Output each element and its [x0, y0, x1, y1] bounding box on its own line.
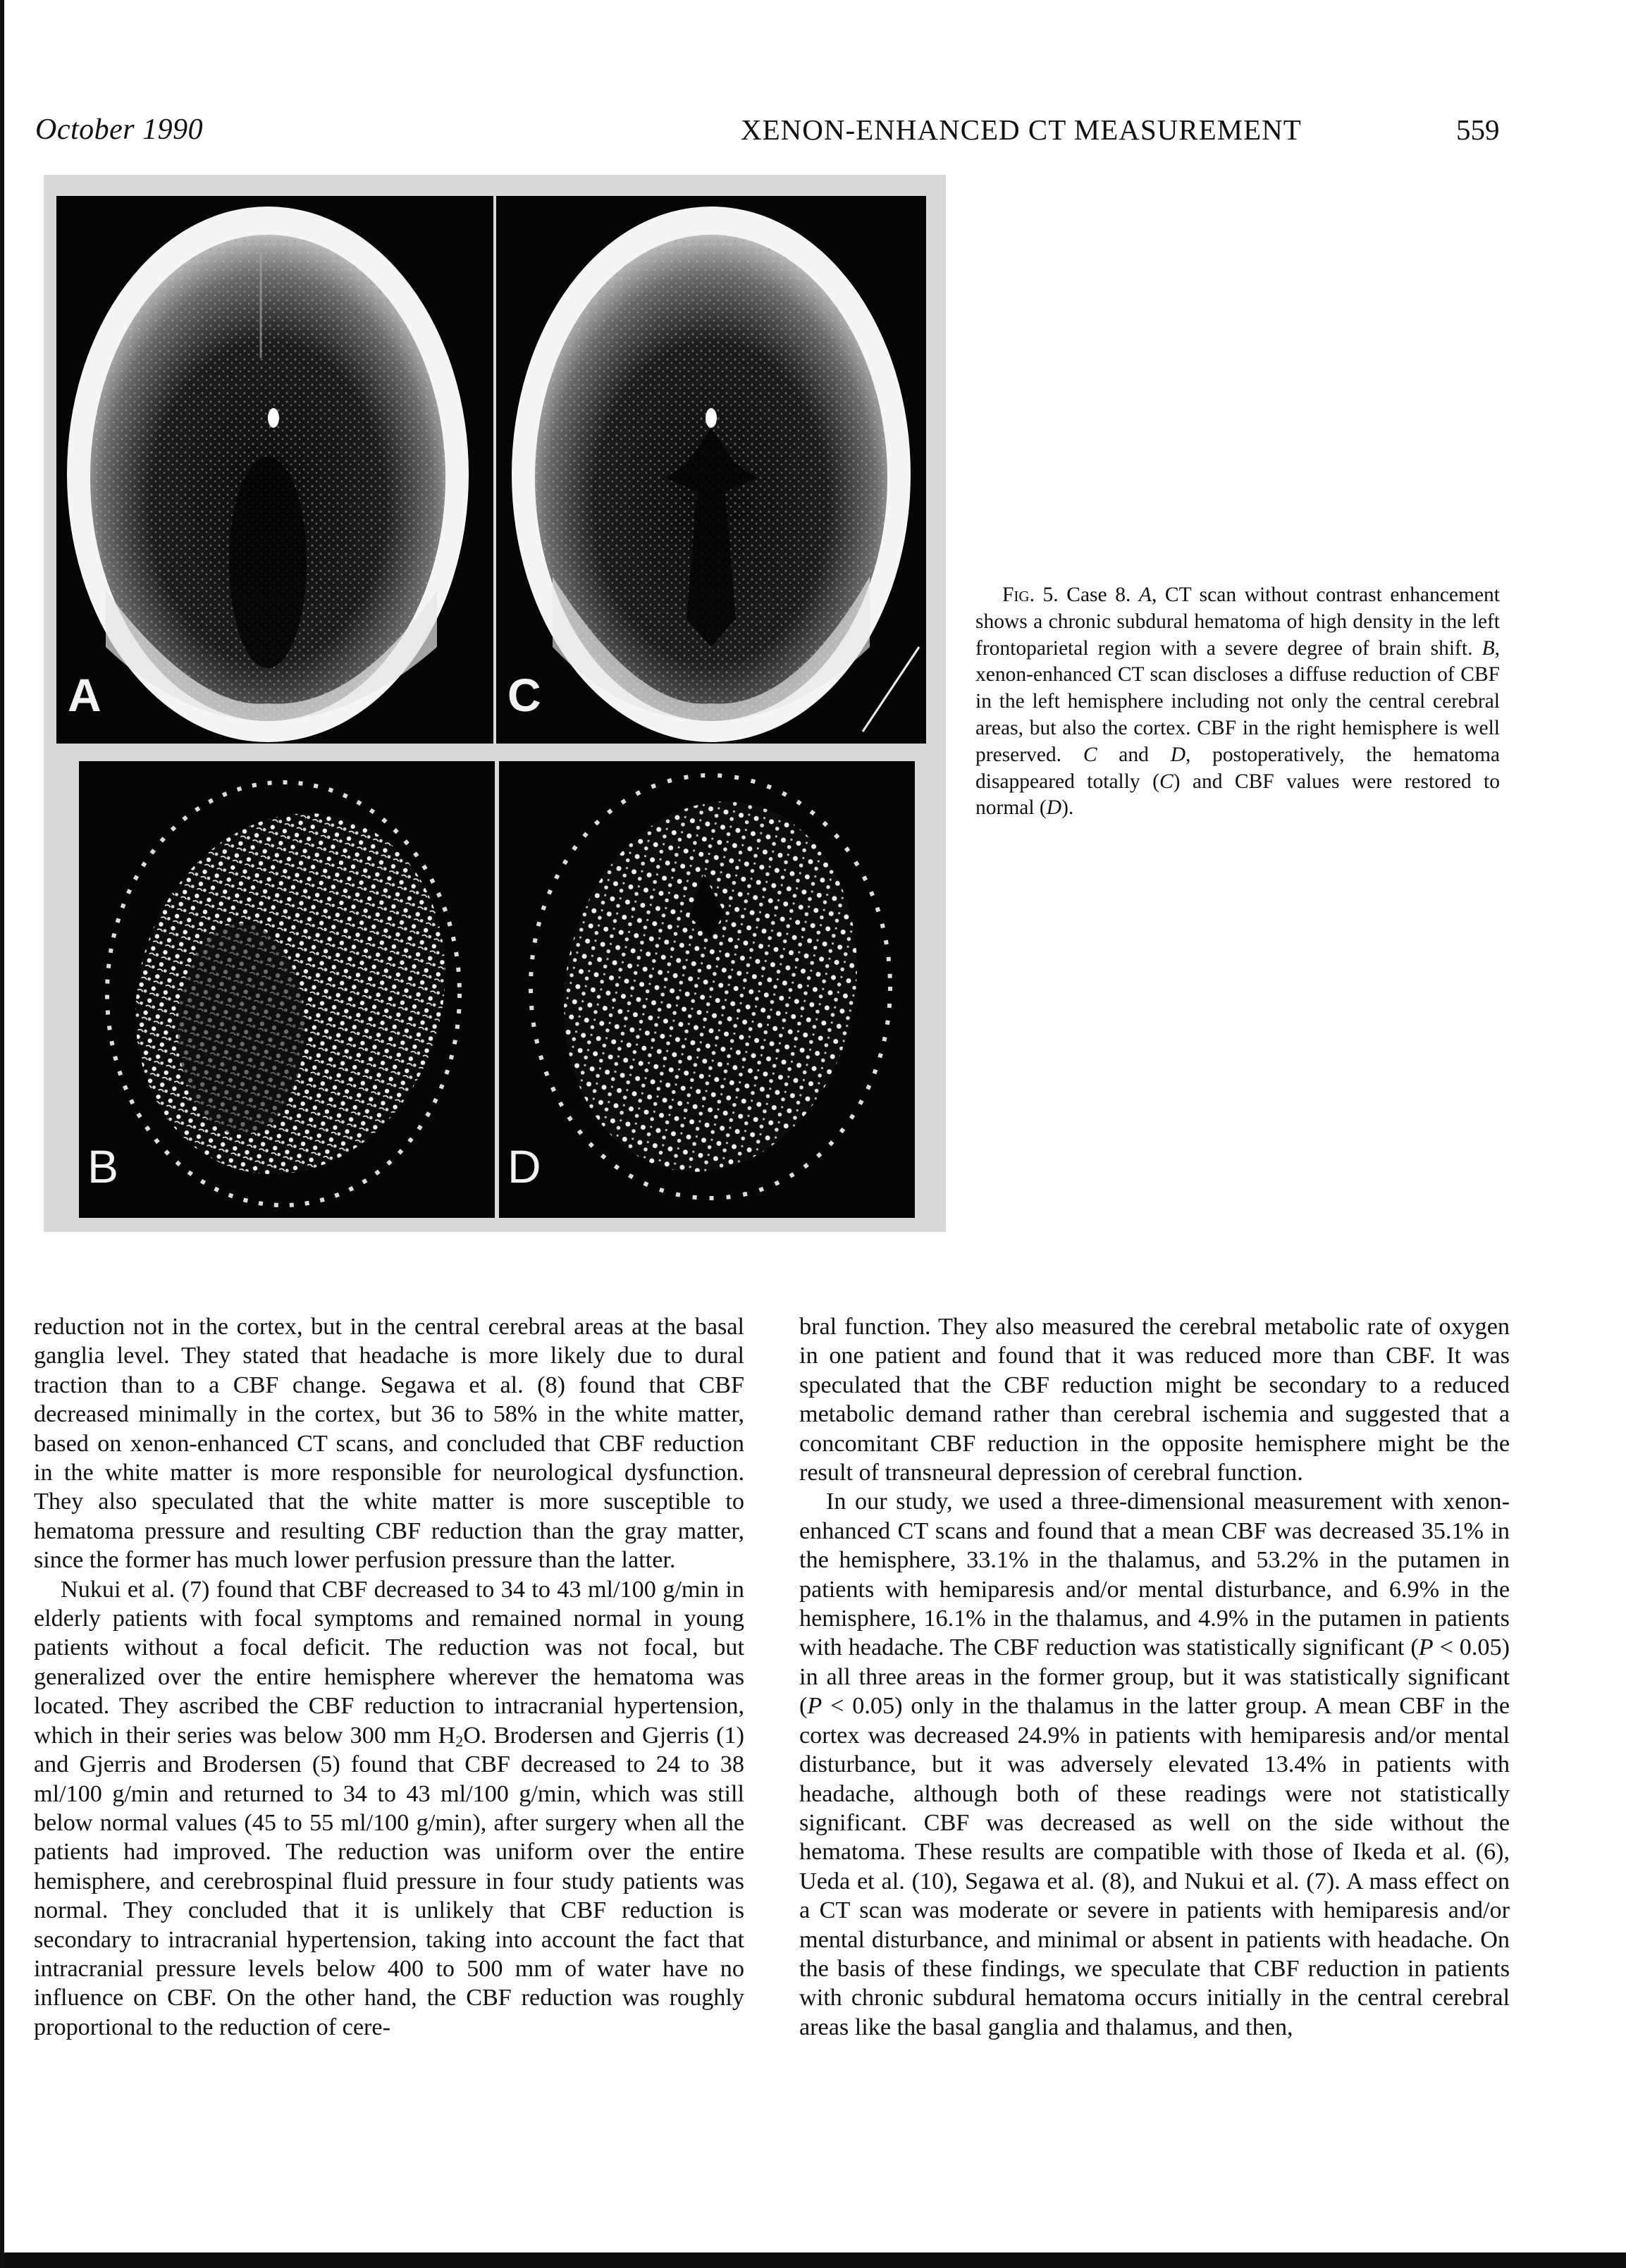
- caption-text: ).: [1061, 796, 1074, 820]
- body-column-right: [799, 1312, 1510, 2042]
- p-value-symbol: P: [1418, 1634, 1434, 1661]
- figure-panel-a: [56, 196, 493, 744]
- issue-date: October 1990: [35, 113, 204, 146]
- page-number: 559: [1456, 113, 1500, 146]
- paragraph: [799, 1487, 1510, 2042]
- subscript: 2: [455, 1732, 464, 1750]
- caption-ref-b: B: [1482, 636, 1495, 660]
- caption-ref-c: C: [1083, 743, 1097, 766]
- paragraph: reduction not in the cortex, but in the central cerebral areas at the basal ganglia level. They stated that headache is more likely due to dural traction than to a CBF change. Segawa et al. (8) found that CBF decreased minimally in the cortex, but 36 to 58% in the white matter, based on xenon-enhanced CT scans, and concluded that CBF reduction in the white matter is more responsible for neurological dysfunction. They also speculated that the white matter is more susceptible to hematoma pressure and resulting CBF reduction than the gray matter, since the former has much lower perfusion pressure than the latter.: [34, 1314, 744, 1574]
- calcification: [706, 408, 717, 428]
- caption-text: Case 8.: [1058, 584, 1139, 606]
- calcification: [268, 408, 279, 428]
- paragraph: [34, 1575, 744, 2042]
- paragraph-text: < 0.05) in all three areas in the former group, but it was statistically significant (: [799, 1634, 1510, 1720]
- paragraph: bral function. They also measured the cerebral metabolic rate of oxygen in one patient and found that it was reduced more than CBF. It was speculated that the CBF reduction might be secondary to a reduced metabolic demand rather than cerebral ischemia and suggested that a concomitant CBF reduction in the opposite hemisphere might be the result of transneural depression of cerebral function.: [799, 1314, 1510, 1486]
- cbf-map-image-d: [499, 761, 915, 1218]
- caption-text: and: [1097, 743, 1171, 766]
- caption-text: , postoperatively, the hematoma disappeared totally (: [975, 743, 1500, 793]
- figure-caption: [975, 582, 1500, 822]
- figure-number: Fig. 5.: [1002, 584, 1059, 606]
- caption-text: ) and CBF values were restored to normal (: [975, 770, 1501, 820]
- paragraph-text: < 0.05) only in the thalamus in the latter group. A mean CBF in the cortex was decreased 24.9% in patients with hemiparesis and/or mental disturbance, but it was adversely elevated 13.4% in patients with headache, although both of these readings were not statistically significant. CBF was decreased as well on the side without the hematoma. These results are compatible with those of Ikeda et al. (6), Ueda et al. (10), Segawa et al. (8), and Nukui et al. (7). A mass effect on a CT scan was moderate or severe in patients with hemiparesis and/or mental disturbance, and minimal or absent in patients with headache. On the basis of these findings, we speculate that CBF reduction in patients with chronic subdural hematoma occurs initially in the central cerebral areas like the basal ganglia and thalamus, and then,: [799, 1693, 1510, 2040]
- panel-label-d: D: [507, 1140, 541, 1192]
- paragraph-text: Nukui et al. (7) found that CBF decreased to 34 to 43 ml/100 g/min in elderly patients with focal symptoms and remained normal in young patients without a focal deficit. The reduction was not focal, but generalized over the entire hemisphere wherever the hematoma was located. They ascribed the CBF reduction to intracranial hypertension, which in their series was below 300 mm H: [34, 1576, 744, 1749]
- figure-panel-c: [496, 196, 926, 744]
- body-column-left: [34, 1312, 744, 2042]
- paragraph-text: In our study, we used a three-dimensional measurement with xenon-enhanced CT scans and found that a mean CBF was decreased 35.1% in the hemisphere, 33.1% in the thalamus, and 53.2% in the putamen in patients with hemiparesis and/or mental disturbance, and 6.9% in the hemisphere, 16.1% in the thalamus, and 4.9% in the putamen in patients with headache. The CBF reduction was statistically significant (: [799, 1489, 1510, 1661]
- p-value-symbol: P: [807, 1693, 823, 1720]
- paragraph-text: O. Brodersen and Gjerris (1) and Gjerris and Brodersen (5) found that CBF decreased to 24 to 38 ml/100 g/min and returned to 34 to 43 ml/100 g/min, which was still below normal values (45 to 55 ml/100 g/min), after surgery when all the patients had improved. The reduction was uniform over the entire hemisphere, and cerebrospinal fluid pressure in four study patients was normal. They concluded that it is unlikely that CBF reduction is secondary to intracranial hypertension, taking into account the fact that intracranial pressure levels below 400 to 500 mm of water have no influence on CBF. On the other hand, the CBF reduction was roughly proportional to the reduction of cere-: [34, 1722, 744, 2040]
- caption-ref-c: C: [1159, 770, 1174, 793]
- cbf-map-image-b: [79, 761, 495, 1218]
- figure-panel-d: [499, 761, 915, 1218]
- scan-edge-shadow: [4, 2252, 1626, 2268]
- caption-ref-d: D: [1170, 743, 1185, 766]
- running-head: [4, 113, 1626, 155]
- figure-panel-b: [79, 761, 495, 1218]
- panel-label-c: C: [507, 669, 541, 721]
- caption-ref-a: A: [1138, 584, 1152, 606]
- running-title: XENON-ENHANCED CT MEASUREMENT: [741, 113, 1302, 146]
- caption-text: , xenon-enhanced CT scan discloses a diffuse reduction of CBF in the left hemisphere including not only the central cerebral areas, but also the cortex. CBF in the right hemisphere is well preserved.: [975, 636, 1500, 766]
- panel-label-b: B: [87, 1140, 119, 1192]
- caption-ref-d: D: [1046, 796, 1062, 820]
- figure-5: [44, 175, 946, 1232]
- panel-label-a: A: [68, 669, 101, 721]
- ct-scan-image-c: [496, 196, 926, 744]
- ct-scan-image-a: [56, 196, 493, 744]
- caption-text: , CT scan without contrast enhancement shows a chronic subdural hematoma of high density in the left frontoparietal region with a severe degree of brain shift.: [975, 584, 1501, 660]
